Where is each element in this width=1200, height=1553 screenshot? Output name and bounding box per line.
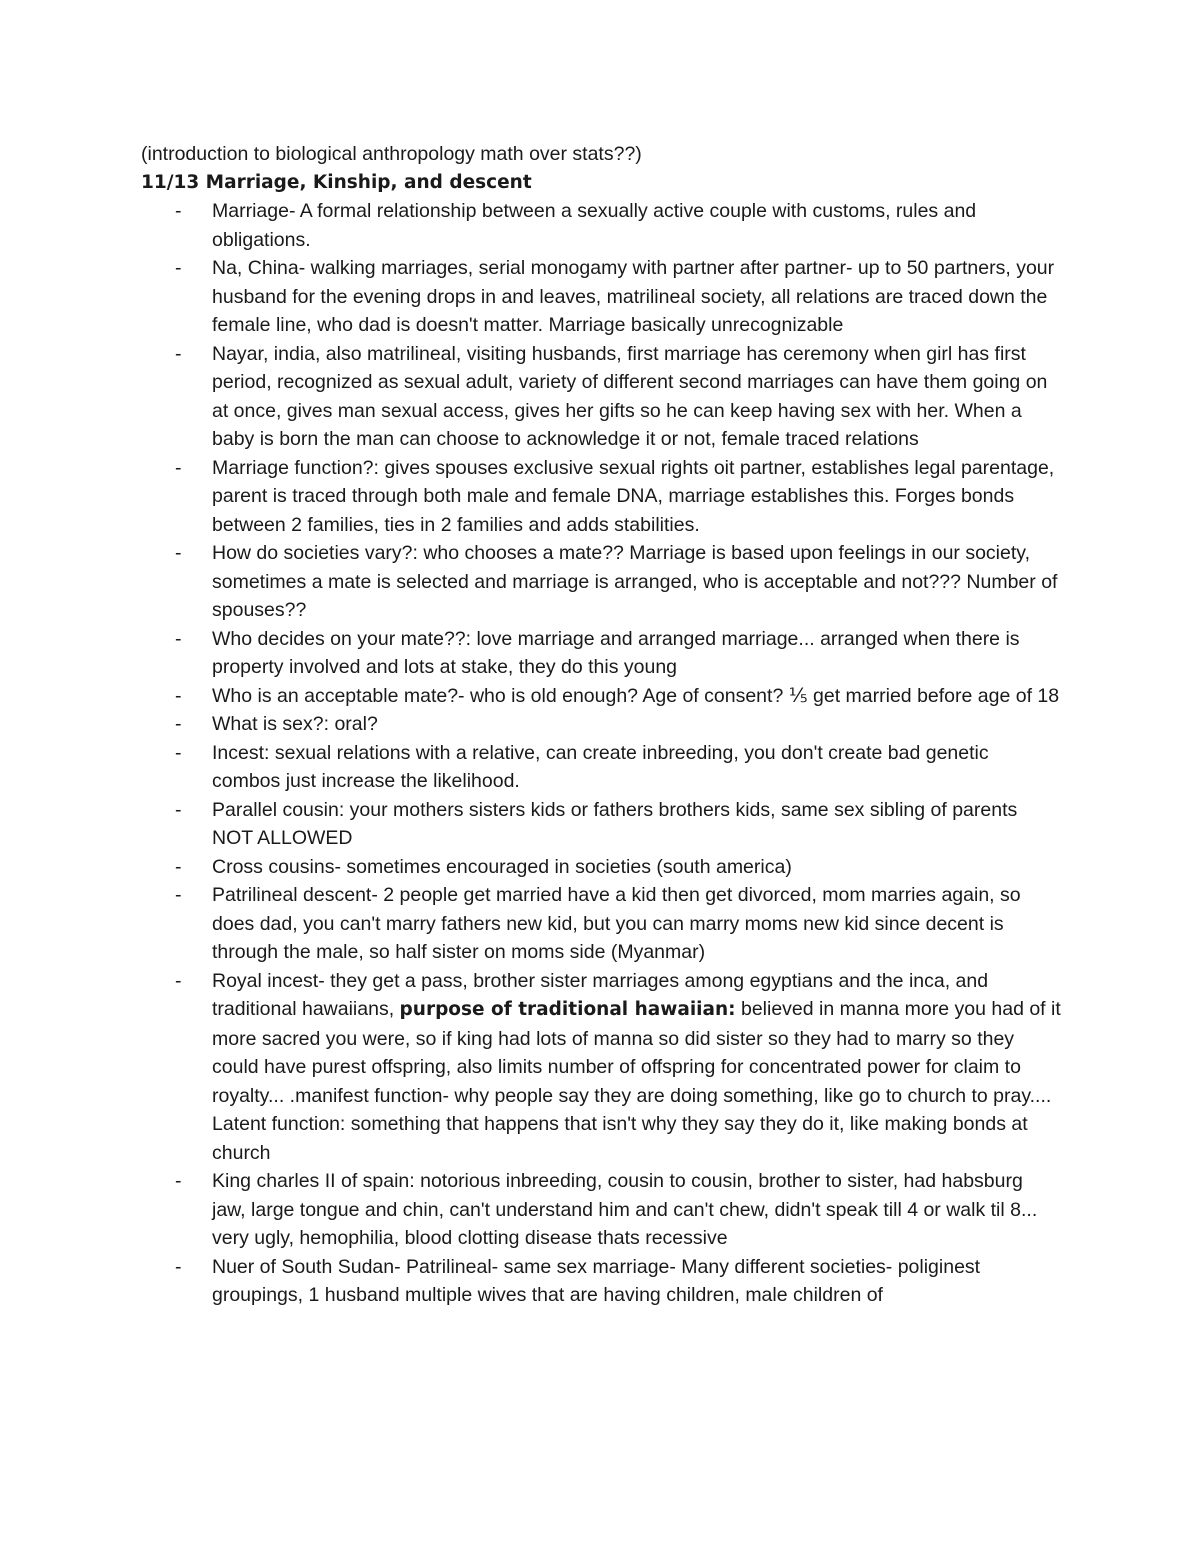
list-item: - Marriage- A formal relationship between a sexually active couple with customs, rules and obligations. bbox=[141, 197, 1061, 254]
list-item: - Marriage function?: gives spouses exclusive sexual rights oit partner, establishes legal parentage, parent is traced through both male and female DNA, marriage establishes this. Forges bonds between 2 families, ties in 2 families and adds stabilities. bbox=[141, 454, 1061, 540]
list-item: - Patrilineal descent- 2 people get married have a kid then get divorced, mom marries again, so does dad, you can't marry fathers new kid, but you can marry moms new kid since decent is through the male, so half sister on moms side (Myanmar) bbox=[141, 881, 1061, 967]
list-item: - Nayar, india, also matrilineal, visiting husbands, first marriage has ceremony when girl has first period, recognized as sexual adult, variety of different second marriages can have them going on at once, gives man sexual access, gives her gifts so he can keep having sex with her. When a baby is born the man can choose to acknowledge it or not, female traced relations bbox=[141, 340, 1061, 454]
list-item: - Na, China- walking marriages, serial monogamy with partner after partner- up to 50 partners, your husband for the evening drops in and leaves, matrilineal society, all relations are traced down the female line, who dad is doesn't matter. Marriage basically unrecognizable bbox=[141, 254, 1061, 340]
list-item-royal-incest bbox=[141, 967, 1061, 1168]
list-item: - Who decides on your mate??: love marriage and arranged marriage... arranged when there is property involved and lots at stake, they do this young bbox=[141, 625, 1061, 682]
list-item: - What is sex?: oral? bbox=[141, 710, 1061, 739]
section-heading: 11/13 Marriage, Kinship, and descent bbox=[141, 171, 532, 193]
royal-text-after: believed in manna more you had of it more sacred you were, so if king had lots of manna so did sister so they had to marry so they could have purest offspring, also limits number of offspring for concentrated power for claim to royalty... .manifest function- why people say they are doing something, like go to church to pray.... Latent function: something that happens that isn't why they say they do it, like making bonds at church bbox=[212, 998, 1061, 1164]
list-item: - Parallel cousin: your mothers sisters kids or fathers brothers kids, same sex sibling of parents NOT ALLOWED bbox=[141, 796, 1061, 853]
royal-text-before: Royal incest- they get a pass, brother sister marriages among egyptians and the inca, and traditional hawaiians, bbox=[212, 969, 989, 1020]
intro-note: (introduction to biological anthropology math over stats??) bbox=[141, 143, 642, 165]
list-item: - Who is an acceptable mate?- who is old enough? Age of consent? ⅕ get married before age of 18 bbox=[141, 682, 1061, 711]
royal-bold-term: purpose of traditional hawaiian: bbox=[399, 999, 736, 1020]
document-page bbox=[141, 140, 1061, 1310]
list-item: - Cross cousins- sometimes encouraged in societies (south america) bbox=[141, 853, 1061, 882]
list-item: - King charles II of spain: notorious inbreeding, cousin to cousin, brother to sister, had habsburg jaw, large tongue and chin, can't understand him and can't chew, didn't speak till 4 or walk til 8... very ugly, hemophilia, blood clotting disease thats recessive bbox=[141, 1167, 1061, 1253]
list-item: - How do societies vary?: who chooses a mate?? Marriage is based upon feelings in our society, sometimes a mate is selected and marriage is arranged, who is acceptable and not??? Number of spouses?? bbox=[141, 539, 1061, 625]
notes-list bbox=[141, 197, 1061, 1310]
list-item: - Incest: sexual relations with a relative, can create inbreeding, you don't create bad genetic combos just increase the likelihood. bbox=[141, 739, 1061, 796]
list-item: - Nuer of South Sudan- Patrilineal- same sex marriage- Many different societies- poliginest groupings, 1 husband multiple wives that are having children, male children of bbox=[141, 1253, 1061, 1310]
